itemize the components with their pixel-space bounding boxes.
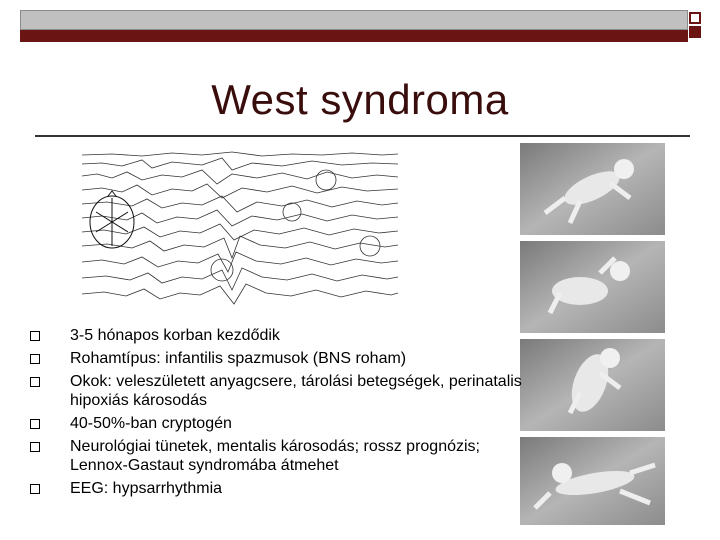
list-item: [30, 372, 530, 410]
list-item: [30, 326, 530, 345]
photo-panel-2: [520, 241, 665, 333]
slide-title: West syndroma: [211, 76, 509, 123]
list-item: [30, 349, 530, 368]
bullet-text: Rohamtípus: infantilis spazmusok (BNS roham): [70, 350, 407, 367]
hollow-square-icon: [30, 354, 40, 364]
top-bar-maroon-stripe: [20, 30, 688, 42]
bullet-text: Okok: veleszületett anyagcsere, tárolási betegségek, perinatalis hipoxiás károsodás: [70, 373, 522, 409]
eeg-tracing-image: [82, 150, 400, 308]
list-item: [30, 437, 530, 475]
hollow-square-icon: [30, 331, 40, 341]
list-item: [30, 479, 530, 498]
bullet-text: 40-50%-ban cryptogén: [70, 415, 232, 432]
infant-spasm-photos: [520, 143, 665, 525]
hollow-square-icon: [30, 484, 40, 494]
top-bar-filled-square: [689, 26, 701, 38]
title-underline: [35, 135, 690, 137]
photo-panel-3: [520, 339, 665, 431]
top-bar-grey-stripe: [20, 10, 688, 30]
hollow-square-icon: [30, 442, 40, 452]
bullet-text: 3-5 hónapos korban kezdődik: [70, 327, 280, 344]
photo-panel-4: [520, 437, 665, 525]
top-bar-hollow-square: [689, 12, 701, 24]
list-item: [30, 414, 530, 433]
top-decorative-bar: [20, 10, 708, 42]
photo-panel-1: [520, 143, 665, 235]
bullet-text: EEG: hypsarrhythmia: [70, 480, 223, 497]
bullet-text: Neurológiai tünetek, mentalis károsodás; rossz prognózis; Lennox-Gastaut syndromába átmehet: [70, 438, 480, 474]
hollow-square-icon: [30, 419, 40, 429]
hollow-square-icon: [30, 377, 40, 387]
bullet-list: [30, 326, 530, 502]
